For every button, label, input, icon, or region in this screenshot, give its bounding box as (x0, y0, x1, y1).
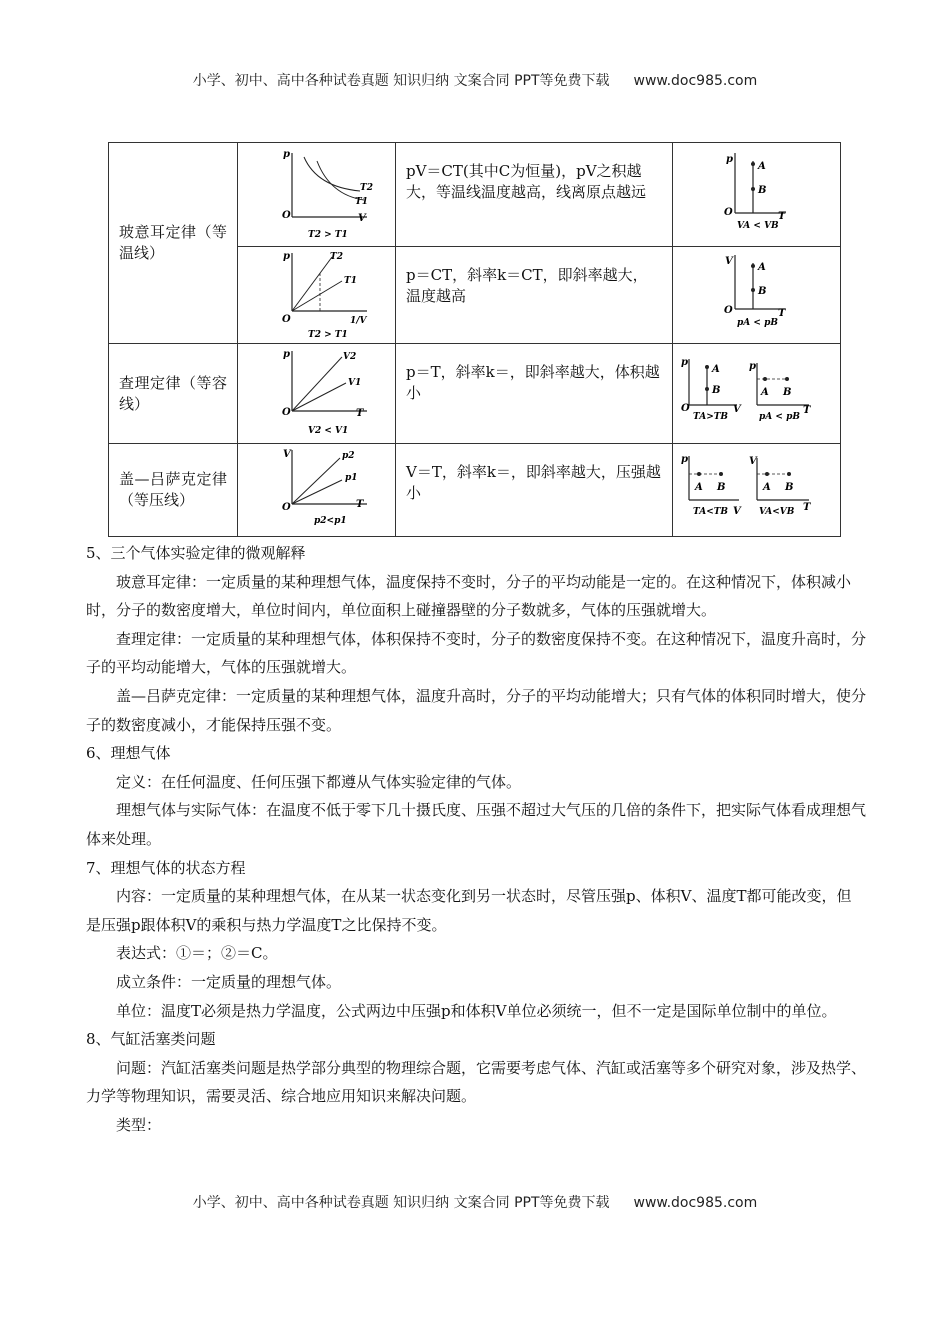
cond-label: T2 > T1 (307, 330, 348, 340)
point-a-label: A (711, 363, 720, 375)
point-a (751, 162, 755, 166)
point-a-label: A (694, 482, 703, 493)
fig-boyle-pv (238, 143, 396, 247)
cond-label: V2 < V1 (307, 425, 348, 436)
cond-label: VA<VB (758, 507, 794, 517)
table-row (109, 143, 841, 247)
fig-gaylussac-states (673, 444, 841, 537)
fig-charles-states (673, 344, 841, 444)
axis-v-label: V (732, 506, 741, 517)
point-b-label: B (716, 482, 725, 493)
point-a (751, 264, 755, 268)
line-p1-label: p1 (344, 473, 358, 483)
point-b (787, 472, 791, 476)
origin-label: O (281, 209, 291, 221)
point-b (705, 387, 709, 391)
section-7-units: 单位：温度T必须是热力学温度，公式两边中压强p和体积V单位必须统一，但不一定是国际单位制中的单位。 (116, 1001, 837, 1020)
gaylussac-desc: V＝T，斜率k＝，即斜率越大，压强越小 (406, 463, 661, 502)
origin-label: O (281, 314, 291, 325)
axis-p-label: p (725, 153, 733, 165)
fig-boyle-pt (673, 143, 841, 247)
fig-charles-pt (238, 344, 396, 444)
axis-p-label: p (680, 356, 688, 368)
point-b (751, 288, 755, 292)
table-row (109, 344, 841, 444)
header-text: 小学、初中、高中各种试卷真题 知识归纳 文案合同 PPT等免费下载 (192, 73, 610, 89)
section-7-title: 7、理想气体的状态方程 (86, 858, 246, 877)
cond-label: T2 > T1 (307, 229, 348, 240)
point-a-label: A (762, 482, 771, 493)
axis-t-label: T (355, 407, 363, 419)
gaylussac-states-graph (677, 444, 837, 536)
point-a-label: A (760, 386, 769, 398)
axis-t-label: T (777, 210, 785, 222)
origin-label: O (723, 206, 733, 218)
axis-v-label: V (357, 212, 366, 224)
row1-desc-cell (396, 143, 673, 247)
section-5-boyle: 玻意耳定律：一定质量的某种理想气体，温度保持不变时，分子的平均动能是一定的。在这种情况下，体积减小时，分子的数密度增大，单位时间内，单位面积上碰撞器壁的分子数就多，气体的压强就增大。 (86, 572, 852, 620)
axis-v-label: V (724, 256, 733, 267)
footer-text: 小学、初中、高中各种试卷真题 知识归纳 文案合同 PPT等免费下载 (192, 1195, 610, 1211)
axis-p-label: p (282, 148, 290, 160)
line-t2-label: T2 (329, 252, 343, 262)
gaylussac-desc-cell (396, 444, 673, 537)
page-footer (0, 1192, 950, 1212)
section-7-condition: 成立条件：一定质量的理想气体。 (116, 972, 342, 991)
section-8-types: 类型： (116, 1115, 162, 1134)
axis-p-label: p (680, 454, 688, 465)
point-b (751, 187, 755, 191)
point-b (719, 472, 723, 476)
section-6-definition: 定义：在任何温度、任何压强下都遵从气体实验定律的气体。 (116, 772, 522, 791)
row1-desc: pV＝CT(其中C为恒量)，pV之积越大，等温线温度越高，线离原点越远 (406, 162, 647, 201)
point-b-label: B (711, 384, 720, 396)
line-v2-label: V2 (342, 351, 356, 362)
footer-url[interactable]: www.doc985.com (633, 1195, 758, 1211)
section-6-real-gas: 理想气体与实际气体：在温度不低于零下几十摄氏度、压强不超过大气压的几倍的条件下，把实际气体看成理想气体来处理。 (86, 801, 867, 848)
axis-p-label: p (282, 251, 290, 262)
point-b-label: B (784, 482, 793, 493)
axis-t-label: T (777, 308, 785, 319)
charles-desc: p＝T，斜率k＝，即斜率越大，体积越小 (406, 363, 660, 402)
cond-label: TA>TB (692, 411, 728, 422)
table-row (109, 444, 841, 537)
axis-p-label: p (748, 360, 756, 372)
point-a (705, 365, 709, 369)
origin-label: O (281, 406, 291, 418)
point-b-label: B (782, 386, 791, 398)
charles-pt-graph (242, 345, 392, 443)
line-p2-label: p2 (341, 451, 355, 461)
curve-t1-label: T1 (354, 196, 368, 207)
boyle-law-name: 玻意耳定律（等温线） (109, 143, 238, 344)
charles-law-name: 查理定律（等容线） (109, 344, 238, 444)
origin-label: O (680, 402, 690, 414)
curve-t2-label: T2 (359, 182, 373, 193)
row2-desc: p＝CT，斜率k＝CT，即斜率越大，温度越高 (406, 266, 648, 305)
point-a (765, 472, 769, 476)
body-text (86, 539, 866, 1139)
origin-label: O (723, 305, 733, 316)
point-b (785, 377, 789, 381)
cond-label: pA < pB (736, 318, 778, 328)
section-7-content: 内容：一定质量的某种理想气体，在从某一状态变化到另一状态时，尽管压强p、体积V、温度T都可能改变，但是压强p跟体积V的乘积与热力学温度T之比保持不变。 (86, 887, 852, 934)
point-a (697, 472, 701, 476)
gas-laws-table (108, 142, 841, 537)
cond-label: VA < VB (736, 220, 779, 231)
cond-label: p2<p1 (313, 516, 347, 526)
boyle-pv-graph (242, 145, 392, 245)
section-5-charles: 查理定律：一定质量的某种理想气体，体积保持不变时，分子的数密度保持不变。在这种情况下，温度升高时，分子的平均动能增大，气体的压强就增大。 (86, 629, 867, 677)
point-b-label: B (757, 286, 766, 297)
boyle-pt-graph (677, 145, 837, 245)
axis-t-label: T (802, 404, 810, 416)
gaylussac-law-name: 盖—吕萨克定律（等压线） (109, 444, 238, 537)
axis-v-label: V (732, 403, 741, 415)
charles-desc-cell (396, 344, 673, 444)
boyle-p-invv-graph (242, 247, 392, 343)
axis-v-label: V (748, 456, 757, 467)
fig-gaylussac-vt (238, 444, 396, 537)
fig-boyle-vt (673, 247, 841, 344)
row2-desc-cell (396, 247, 673, 344)
section-8-title: 8、气缸活塞类问题 (86, 1030, 216, 1049)
gaylussac-vt-graph (242, 444, 392, 536)
section-5-title: 5、三个气体实验定律的微观解释 (86, 544, 306, 562)
cond-label: pA < pB (758, 411, 800, 422)
boyle-vt-graph (677, 247, 837, 343)
point-a-label: A (757, 160, 766, 172)
section-6-title: 6、理想气体 (86, 744, 171, 763)
cond-label: TA<TB (692, 507, 728, 517)
axis-v-label: V (282, 449, 291, 460)
section-7-expression: 表达式：①＝；②＝C。 (116, 944, 278, 963)
axis-p-label: p (282, 348, 290, 360)
point-a-label: A (757, 262, 766, 273)
origin-label: O (281, 502, 291, 513)
header-url[interactable]: www.doc985.com (633, 73, 758, 89)
section-8-problem: 问题：汽缸活塞类问题是热学部分典型的物理综合题，它需要考虑气体、汽缸或活塞等多个研究对象，涉及热学、力学等物理知识，需要灵活、综合地应用知识来解决问题。 (86, 1058, 867, 1106)
axis-t-label: T (355, 499, 363, 510)
fig-boyle-pinvv (238, 247, 396, 344)
point-a (763, 377, 767, 381)
point-b-label: B (757, 184, 766, 196)
line-v1-label: V1 (347, 377, 361, 388)
section-5-gaylussac: 盖—吕萨克定律：一定质量的某种理想气体，温度升高时，分子的平均动能增大；只有气体的体积同时增大，使分子的数密度减小，才能保持压强不变。 (86, 686, 867, 734)
axis-invv-label: 1/V (349, 316, 367, 326)
charles-states-graph (677, 345, 837, 443)
line-t1-label: T1 (343, 276, 357, 286)
axis-t-label: T (802, 502, 810, 513)
page-header (0, 70, 950, 90)
